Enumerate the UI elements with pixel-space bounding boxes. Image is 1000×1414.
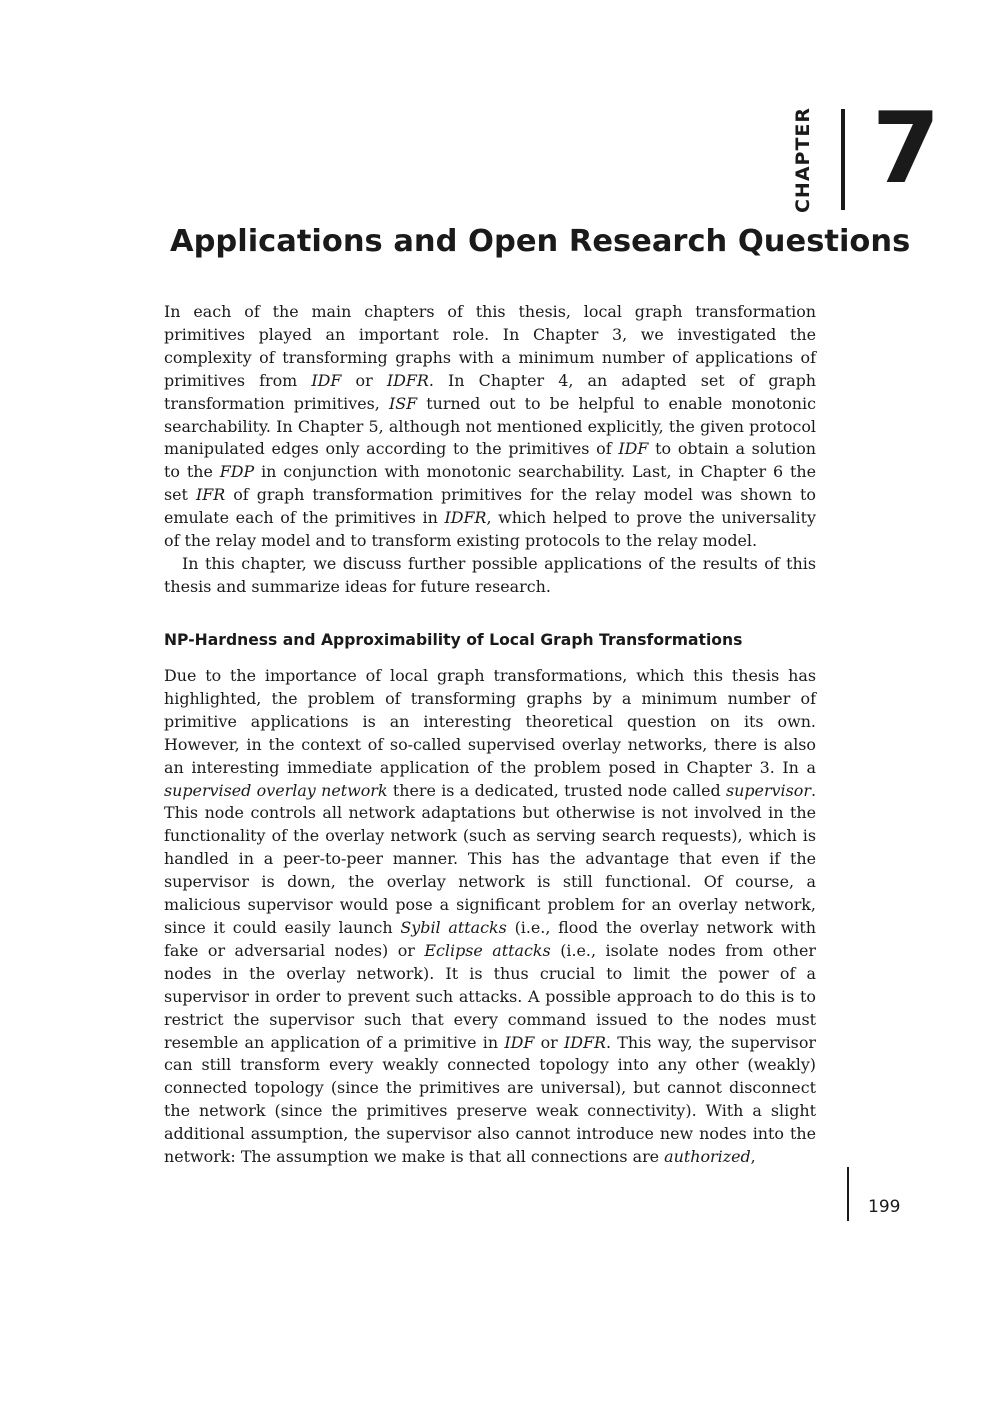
page-number: 199 xyxy=(868,1197,901,1217)
text-run: . In Chapter 4, an adapted set of graph transformation primitives, xyxy=(164,370,817,413)
text-run: . This way, the supervisor can still transform every weakly connected topology into any other (weakly) connected topology (since the primitives are universal), but cannot disconnect the network (since the primitives preserve weak connectivity). With a slight additional assumption, the supervisor also cannot introduce new nodes into the network: The assumption we make is that all connections are xyxy=(164,1032,816,1167)
emphasis: Sybil attacks xyxy=(400,917,507,937)
math-symbol: IDF xyxy=(504,1032,535,1052)
text-run: or xyxy=(341,370,387,390)
chapter-number: 7 xyxy=(872,92,941,206)
text-run: in conjunction with monotonic searchability. Last, in Chapter 6 the set xyxy=(164,462,816,505)
chapter-title: Applications and Open Research Questions xyxy=(170,224,911,259)
text-run: (i.e., isolate nodes from other nodes in the overlay network). It is thus crucial to limit the power of a supervisor in order to prevent such attacks. A possible approach to do this is to restrict the supervisor such that every command issued to the nodes must resemble an application of a primitive in xyxy=(164,940,816,1052)
emphasis: authorized xyxy=(664,1147,751,1167)
emphasis: Eclipse attacks xyxy=(424,940,551,960)
math-symbol: IDFR xyxy=(386,370,429,390)
intro-section xyxy=(164,301,816,599)
text-run: turned out to be helpful to enable monotonic searchability. In Chapter 5, although not mentioned explicitly, the given protocol manipulated edges only according to the primitives of xyxy=(164,393,816,459)
emphasis: supervisor xyxy=(726,780,811,800)
intro-paragraph-2: In this chapter, we discuss further possible applications of the results of this thesis and summarize ideas for future research. xyxy=(164,553,816,596)
text-run: . This node controls all network adaptations but otherwise is not involved in the functionality of the overlay network (such as serving search requests), which is handled in a peer-to-peer manner. This has the advantage that even if the supervisor is down, the overlay network is still functional. Of course, a malicious supervisor would pose a significant problem for an overlay network, since it could easily launch xyxy=(164,780,817,937)
math-symbol: IDFR xyxy=(444,508,487,528)
math-symbol: IDF xyxy=(311,370,342,390)
page-number-divider xyxy=(847,1167,849,1221)
section-body xyxy=(164,665,816,1169)
math-symbol: IFR xyxy=(195,485,226,505)
text-run: In each of the main chapters of this thesis, local graph transformation primitives played an important role. In Chapter 3, we investigated the complexity of transforming graphs with a minimum number of applications of primitives from xyxy=(164,302,816,390)
text-run: (i.e., flood the overlay network with fake or adversarial nodes) or xyxy=(164,917,817,960)
intro-paragraph-1 xyxy=(164,301,816,553)
text-run: , xyxy=(750,1147,756,1167)
math-symbol: ISF xyxy=(388,393,418,413)
math-symbol: FDP xyxy=(219,462,255,482)
chapter-divider xyxy=(841,109,845,210)
section-heading: NP-Hardness and Approximability of Local Graph Transformations xyxy=(164,631,743,649)
math-symbol: IDF xyxy=(618,439,649,459)
text-run: or xyxy=(534,1032,564,1052)
text-run: there is a dedicated, trusted node called xyxy=(387,780,726,800)
text-run: Due to the importance of local graph transformations, which this thesis has highlighted, the problem of transforming graphs by a minimum number of primitive applications is an interesting theoretical question on its own. However, in the context of so-called supervised overlay networks, there is also an interesting immediate application of the problem posed in Chapter 3. In a xyxy=(164,666,816,777)
chapter-label xyxy=(778,108,828,212)
section-paragraph xyxy=(164,665,816,1169)
chapter-label-text: CHAPTER xyxy=(792,106,815,214)
text-run: of graph transformation primitives for the relay model was shown to emulate each of the primitives in xyxy=(164,485,816,528)
text-run: to obtain a solution to the xyxy=(164,439,816,482)
math-symbol: IDFR xyxy=(563,1032,606,1052)
text-run: , which helped to prove the universality of the relay model and to transform existing protocols to the relay model. xyxy=(164,508,816,551)
emphasis: supervised overlay network xyxy=(164,780,388,800)
